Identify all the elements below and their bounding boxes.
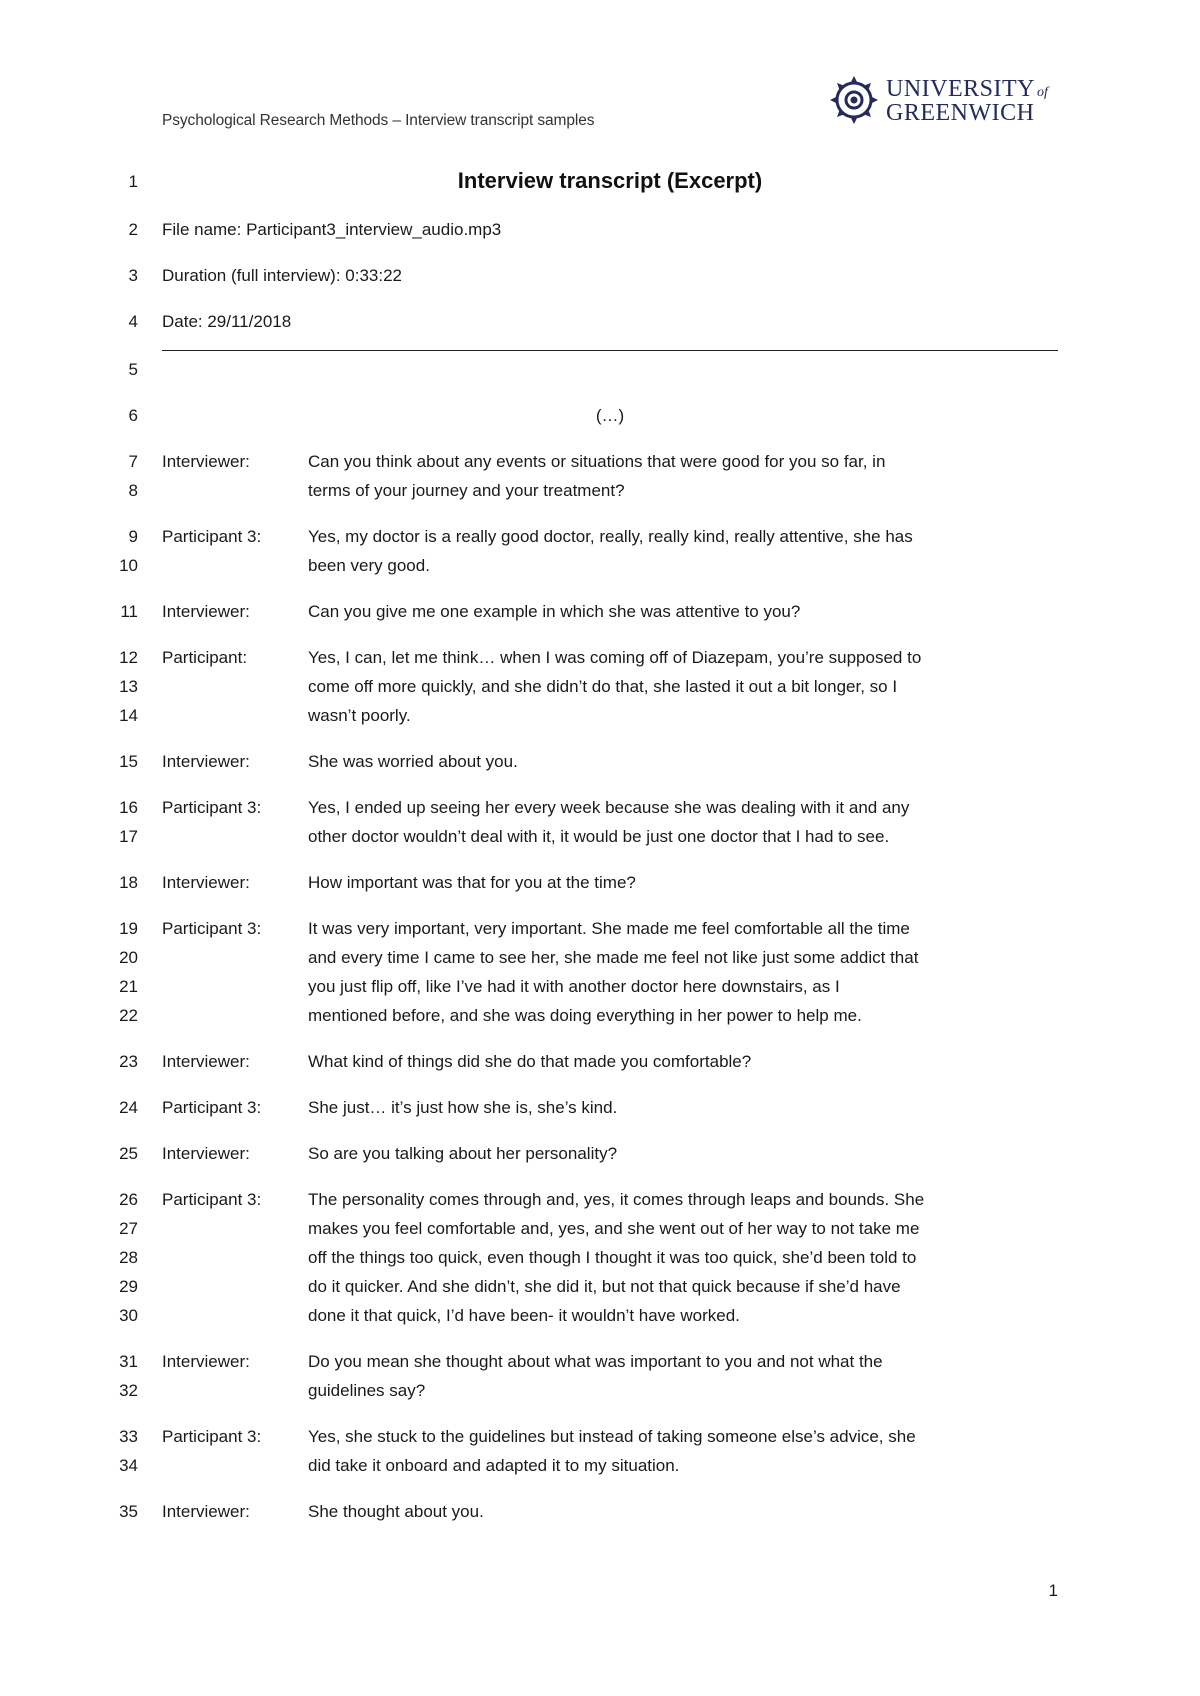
utterance-line: Yes, I can, let me think… when I was coming off of Diazepam, you’re supposed to: [308, 648, 922, 667]
line-number: 34: [119, 1456, 138, 1475]
line-number: 30: [119, 1306, 138, 1325]
line-number: 7: [128, 452, 138, 471]
utterance-line: Can you think about any events or situations that were good for you so far, in: [308, 452, 886, 471]
utterance-line: She was worried about you.: [308, 752, 518, 771]
line-number: 11: [120, 602, 138, 621]
line-number: 13: [119, 677, 138, 696]
file-name: File name: Participant3_interview_audio.mp3: [162, 220, 502, 239]
speaker-label: Interviewer:: [162, 452, 250, 471]
line-number: 8: [128, 481, 138, 500]
speaker-label: Interviewer:: [162, 873, 250, 892]
line-number: 5: [128, 360, 138, 379]
line-number: 16: [119, 798, 138, 817]
speaker-label: Participant 3:: [162, 919, 262, 938]
line-number: 15: [119, 752, 138, 771]
speaker-label: Interviewer:: [162, 1052, 250, 1071]
line-number: 12: [119, 648, 138, 667]
utterance-line: The personality comes through and, yes, it comes through leaps and bounds. She: [308, 1190, 925, 1209]
university-logo: [828, 74, 1060, 128]
utterance-line: It was very important, very important. She made me feel comfortable all the time: [308, 919, 910, 938]
utterance-line: other doctor wouldn’t deal with it, it would be just one doctor that I had to see.: [308, 827, 890, 846]
line-number: 26: [119, 1190, 138, 1209]
utterance-line: off the things too quick, even though I thought it was too quick, she’d been told to: [308, 1248, 917, 1267]
utterance-line: Do you mean she thought about what was important to you and not what the: [308, 1352, 883, 1371]
utterance-line: done it that quick, I’d have been- it wouldn’t have worked.: [308, 1306, 740, 1325]
speaker-label: Participant 3:: [162, 1190, 262, 1209]
line-number: 22: [119, 1006, 138, 1025]
utterance-line: wasn’t poorly.: [308, 706, 411, 725]
utterance-line: mentioned before, and she was doing everything in her power to help me.: [308, 1006, 862, 1025]
utterance-line: been very good.: [308, 556, 430, 575]
line-number: 4: [128, 312, 138, 331]
document-title: Interview transcript (Excerpt): [457, 168, 763, 193]
line-number: 35: [119, 1502, 138, 1521]
line-number: 25: [119, 1144, 138, 1163]
speaker-label: Interviewer:: [162, 602, 250, 621]
utterance-line: Yes, my doctor is a really good doctor, really, really kind, really attentive, she has: [308, 527, 913, 546]
logo-wordmark-line2: GREENWICH: [886, 100, 1035, 126]
speaker-label: Participant 3:: [162, 527, 262, 546]
line-number: 1: [128, 172, 138, 191]
line-number: 23: [119, 1052, 138, 1071]
utterance-line: you just flip off, like I’ve had it with another doctor here downstairs, as I: [308, 977, 840, 996]
speaker-label: Participant:: [162, 648, 248, 667]
utterance-line: terms of your journey and your treatment?: [308, 481, 625, 500]
utterance-line: How important was that for you at the time?: [308, 873, 636, 892]
date: Date: 29/11/2018: [162, 312, 292, 331]
utterance-line: She thought about you.: [308, 1502, 484, 1521]
utterance-line: What kind of things did she do that made you comfortable?: [308, 1052, 752, 1071]
university-crest-icon: [828, 74, 880, 126]
speaker-label: Participant 3:: [162, 798, 262, 817]
utterance-line: did take it onboard and adapted it to my situation.: [308, 1456, 680, 1475]
line-number: 18: [119, 873, 138, 892]
utterance-line: Can you give me one example in which she was attentive to you?: [308, 602, 801, 621]
line-number: 24: [119, 1098, 138, 1117]
utterance-line: makes you feel comfortable and, yes, and she went out of her way to not take me: [308, 1219, 920, 1238]
omission-marker: (…): [595, 406, 625, 425]
speaker-label: Interviewer:: [162, 1352, 250, 1371]
speaker-label: Participant 3:: [162, 1098, 262, 1117]
line-number: 10: [119, 556, 138, 575]
speaker-label: Interviewer:: [162, 1144, 250, 1163]
duration: Duration (full interview): 0:33:22: [162, 266, 403, 285]
utterance-line: Yes, she stuck to the guidelines but instead of taking someone else’s advice, she: [308, 1427, 916, 1446]
logo-wordmark-line1: UNIVERSITY of: [886, 76, 1048, 102]
line-number: 28: [119, 1248, 138, 1267]
line-number: 2: [128, 220, 138, 239]
utterance-line: guidelines say?: [308, 1381, 426, 1400]
speaker-label: Interviewer:: [162, 752, 250, 771]
line-number: 33: [119, 1427, 138, 1446]
line-number: 31: [119, 1352, 138, 1371]
utterance-line: She just… it’s just how she is, she’s kind.: [308, 1098, 618, 1117]
line-number: 19: [119, 919, 138, 938]
utterance-line: Yes, I ended up seeing her every week because she was dealing with it and any: [308, 798, 910, 817]
running-header: Psychological Research Methods – Interview transcript samples: [162, 112, 595, 129]
line-number: 14: [119, 706, 138, 725]
speaker-label: Participant 3:: [162, 1427, 262, 1446]
page-number: 1: [1048, 1581, 1058, 1600]
divider: [162, 350, 1058, 351]
line-number: 21: [119, 977, 138, 996]
speaker-label: Interviewer:: [162, 1502, 250, 1521]
utterance-line: and every time I came to see her, she made me feel not like just some addict that: [308, 948, 919, 967]
line-number: 20: [119, 948, 138, 967]
line-number: 9: [128, 527, 138, 546]
line-number: 32: [119, 1381, 138, 1400]
line-number: 17: [119, 827, 138, 846]
line-number: 29: [119, 1277, 138, 1296]
line-number: 27: [119, 1219, 138, 1238]
utterance-line: come off more quickly, and she didn’t do that, she lasted it out a bit longer, so I: [308, 677, 898, 696]
line-number: 6: [128, 406, 138, 425]
utterance-line: do it quicker. And she didn’t, she did it, but not that quick because if she’d have: [308, 1277, 901, 1296]
utterance-line: So are you talking about her personality?: [308, 1144, 618, 1163]
line-number: 3: [128, 266, 138, 285]
